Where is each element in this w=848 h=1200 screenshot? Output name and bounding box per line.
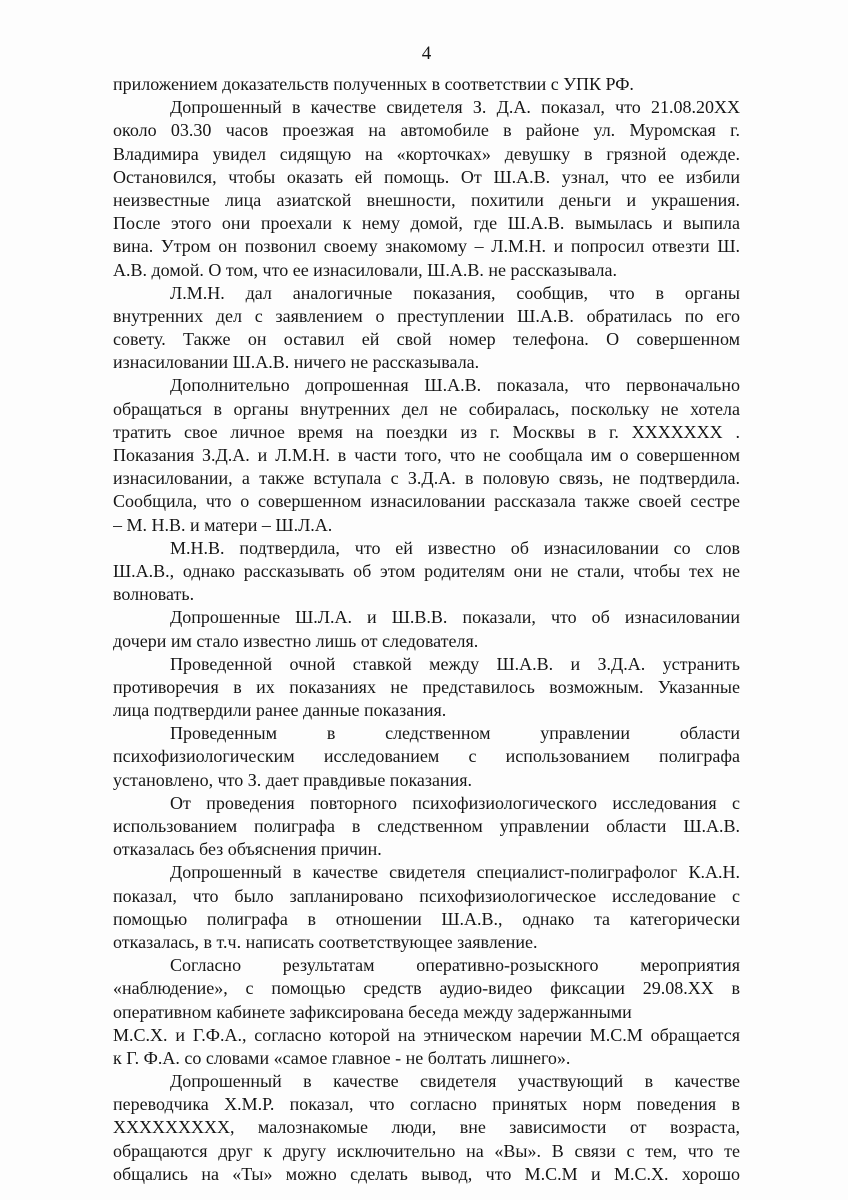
text-line: обращаться в органы внутренних дел не собиралась, поскольку не хотела bbox=[113, 398, 740, 419]
text-line: Ш.А.В., однако рассказывать об этом родителям они не стали, чтобы тех не bbox=[113, 560, 740, 581]
text-line: установлено, что З. дает правдивые показания. bbox=[113, 769, 473, 790]
text-line: отказалась, в т.ч. написать соответствующее заявление. bbox=[113, 931, 538, 952]
text-line: неизвестные лица азиатской внешности, похитили деньги и украшения. bbox=[113, 189, 740, 210]
text-line: приложением доказательств полученных в соответствии с УПК РФ. bbox=[113, 74, 634, 94]
text-line: около 03.30 часов проезжая на автомобиле в районе ул. Муромская г. bbox=[113, 120, 740, 141]
text-line: тратить свое личное время на поездки из г. Москвы в г. ХХХХХХХ . bbox=[113, 421, 740, 442]
text-line: внутренних дел с заявлением о преступлении Ш.А.В. обратилась по его bbox=[113, 305, 740, 326]
text-line: к Г. Ф.А. со словами «самое главное - не болтать лишнего». bbox=[113, 1047, 571, 1068]
paragraph bbox=[113, 722, 740, 792]
text-line: ХХХХХХХХХ, малознакомые люди, вне зависимости от возраста, bbox=[113, 1117, 740, 1138]
text-line: общались на «Ты» можно сделать вывод, что М.С.М и М.С.Х. хорошо bbox=[113, 1163, 740, 1184]
text-line: Допрошенный в качестве свидетеля З. Д.А. показал, что 21.08.20ХХ bbox=[170, 97, 740, 118]
text-line: Л.М.Н. дал аналогичные показания, сообщив, что в органы bbox=[170, 282, 740, 303]
text-line: После этого они проехали к нему домой, где Ш.А.В. вымылась и выпила bbox=[113, 213, 740, 234]
text-line: А.В. домой. О том, что ее изнасиловали, Ш.А.В. не рассказывала. bbox=[113, 259, 617, 280]
text-line: показал, что было запланировано психофизиологическое исследование с bbox=[113, 885, 740, 906]
text-line: переводчика Х.М.Р. показал, что согласно принятых норм поведения в bbox=[113, 1094, 740, 1115]
paragraph bbox=[113, 374, 740, 536]
text-line: Проведенным в следственном управлении области bbox=[170, 723, 740, 744]
text-line: Владимира увидел сидящую на «корточках» девушку в грязной одежде. bbox=[113, 143, 740, 164]
text-line: дочери им стало известно лишь от следователя. bbox=[113, 630, 479, 651]
text-line: Согласно результатам оперативно-розыскного мероприятия bbox=[170, 955, 740, 976]
text-line: М.Н.В. подтвердила, что ей известно об изнасиловании со слов bbox=[170, 537, 740, 558]
text-line: использованием полиграфа в следственном управлении области Ш.А.В. bbox=[113, 816, 740, 836]
paragraph bbox=[113, 606, 740, 652]
text-line: помощью полиграфа в отношении Ш.А.В., однако та категорически bbox=[113, 908, 740, 929]
text-line: совету. Также он оставил ей свой номер телефона. О совершенном bbox=[113, 329, 740, 350]
text-line: – М. Н.В. и матери – Ш.Л.А. bbox=[113, 514, 333, 535]
text-line: волновать. bbox=[113, 584, 195, 605]
paragraph bbox=[113, 1070, 740, 1186]
paragraph bbox=[113, 792, 740, 862]
paragraph bbox=[113, 861, 740, 954]
text-line: От проведения повторного психофизиологического исследования с bbox=[170, 792, 740, 813]
text-line: противоречия в их показаниях не представилось возможным. Указанные bbox=[113, 676, 740, 697]
paragraph bbox=[113, 537, 740, 607]
text-line: Проведенной очной ставкой между Ш.А.В. и З.Д.А. устранить bbox=[170, 653, 740, 674]
text-line: Сообщила, что о совершенном изнасиловании рассказала также своей сестре bbox=[113, 491, 740, 512]
paragraph bbox=[113, 73, 740, 96]
text-line: обращаются друг к другу исключительно на «Вы». В связи с тем, что те bbox=[113, 1140, 740, 1161]
text-line: Остановился, чтобы оказать ей помощь. От Ш.А.В. узнал, что ее избили bbox=[113, 166, 740, 187]
paragraph bbox=[113, 96, 740, 282]
paragraph bbox=[113, 954, 740, 1070]
text-line: изнасиловании Ш.А.В. ничего не рассказывала. bbox=[113, 352, 480, 373]
text-block bbox=[113, 73, 740, 1186]
text-line: Допрошенные Ш.Л.А. и Ш.В.В. показали, что об изнасиловании bbox=[170, 607, 740, 628]
text-line: Дополнительно допрошенная Ш.А.В. показала, что первоначально bbox=[170, 375, 740, 396]
text-line: Показания З.Д.А. и Л.М.Н. в части того, что не сообщала им о совершенном bbox=[113, 445, 740, 465]
text-line: М.С.Х. и Г.Ф.А., согласно которой на этническом наречии М.С.М обращается bbox=[113, 1024, 740, 1045]
text-line: оперативном кабинете зафиксирована беседа между задержанными bbox=[113, 1001, 632, 1022]
text-line: отказалась без объяснения причин. bbox=[113, 839, 382, 860]
text-line: изнасиловании, а также вступала с З.Д.А. в половую связь, не подтвердила. bbox=[113, 468, 740, 489]
text-line: Допрошенный в качестве свидетеля участвующий в качестве bbox=[170, 1071, 740, 1092]
paragraph bbox=[113, 282, 740, 375]
text-line: лица подтвердили ранее данные показания. bbox=[113, 700, 447, 721]
paragraph bbox=[113, 653, 740, 723]
page-number: 4 bbox=[421, 43, 432, 64]
text-line: Допрошенный в качестве свидетеля специалист-полиграфолог К.А.Н. bbox=[170, 862, 740, 883]
text-line: «наблюдение», с помощью средств аудио-видео фиксации 29.08.ХХ в bbox=[113, 978, 740, 999]
text-line: психофизиологическим исследованием с использованием полиграфа bbox=[113, 746, 740, 767]
text-line: вина. Утром он позвонил своему знакомому – Л.М.Н. и попросил отвезти Ш. bbox=[113, 236, 740, 257]
